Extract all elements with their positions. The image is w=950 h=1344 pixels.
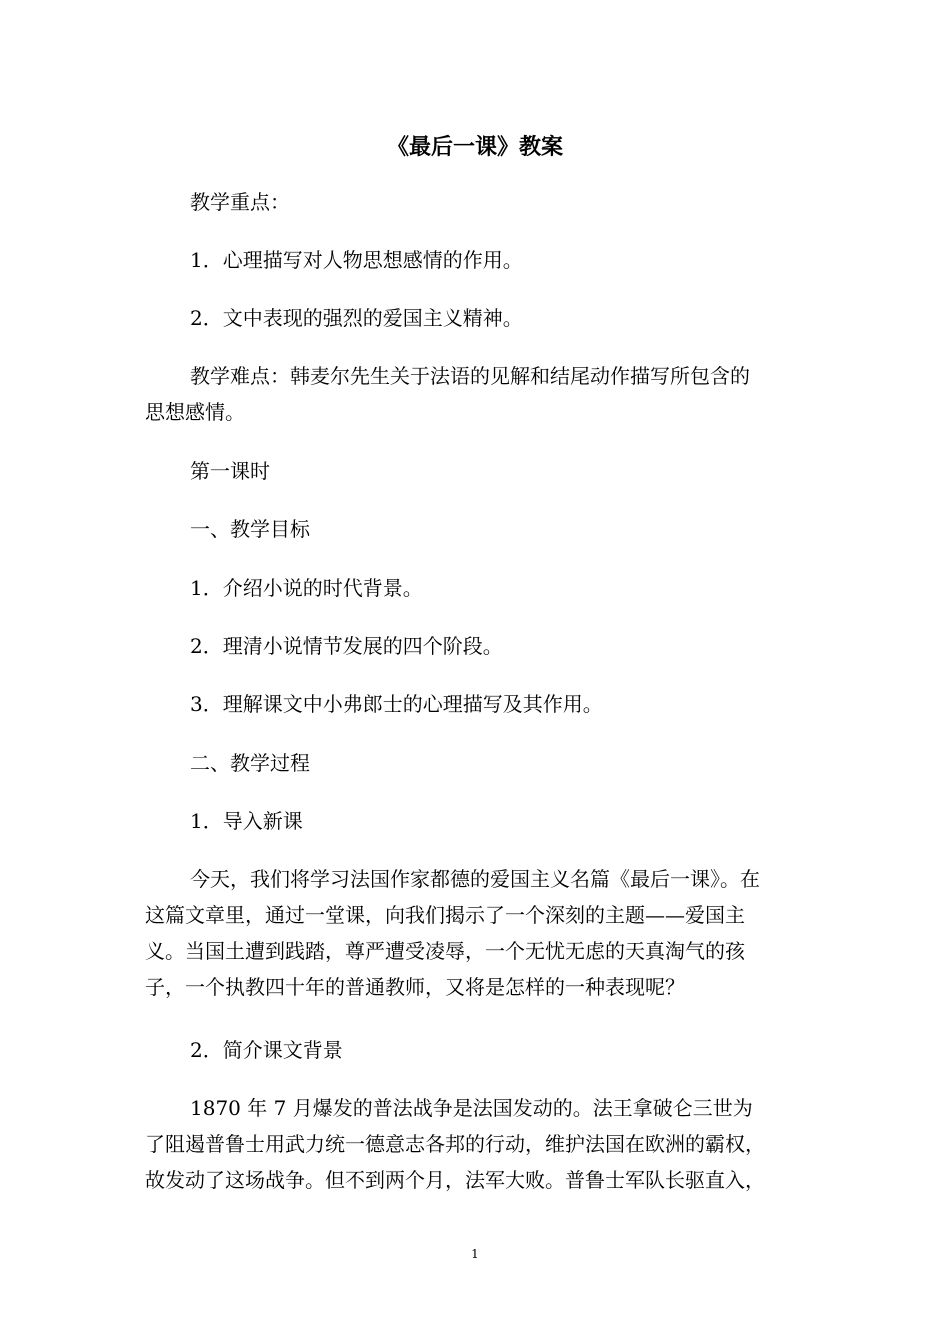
text-line: 子，一个执教四十年的普通教师，又将是怎样的一种表现呢？ [145,975,685,999]
paragraph-goal-1: 1．介绍小说的时代背景。 [190,576,423,600]
paragraph-goal-2: 2．理清小说情节发展的四个阶段。 [190,634,503,658]
text-line: 了阻遏普鲁士用武力统一德意志各邦的行动，维护法国在欧洲的霸权， [145,1132,765,1156]
paragraph-process-1: 1．导入新课 [190,809,303,833]
text-line: 教学难点：韩麦尔先生关于法语的见解和结尾动作描写所包含的 [190,364,750,388]
paragraph-key-point-2: 2．文中表现的强烈的爱国主义精神。 [190,306,523,330]
paragraph-goal-3: 3．理解课文中小弗郎士的心理描写及其作用。 [190,692,603,716]
paragraph-introduction [145,861,810,1005]
paragraph-key-point-1: 1．心理描写对人物思想感情的作用。 [190,248,523,272]
section-heading-teaching-process: 二、教学过程 [190,751,310,775]
text-line: 思想感情。 [145,400,245,424]
page-number: 1 [471,1247,479,1261]
document-title: 《最后一课》教案 [386,135,563,160]
text-line: 义。当国土遭到践踏，尊严遭受凌辱，一个无忧无虑的天真淘气的孩 [145,939,745,963]
text-line: 1870 年 7 月爆发的普法战争是法国发动的。法王拿破仑三世为 [190,1096,753,1120]
text-line: 今天，我们将学习法国作家都德的爱国主义名篇《最后一课》。在 [190,867,760,891]
paragraph-background [145,1090,810,1198]
text-line: 故发动了这场战争。但不到两个月，法军大败。普鲁士军队长驱直入， [145,1168,765,1192]
paragraph-process-2: 2．简介课文背景 [190,1038,343,1062]
section-heading-teaching-goals: 一、教学目标 [190,517,310,541]
text-line: 这篇文章里，通过一堂课，向我们揭示了一个深刻的主题——爱国主 [145,903,745,927]
paragraph-difficulty [145,358,810,430]
paragraph-first-lesson: 第一课时 [190,459,270,483]
paragraph-key-points-heading: 教学重点： [190,190,290,214]
